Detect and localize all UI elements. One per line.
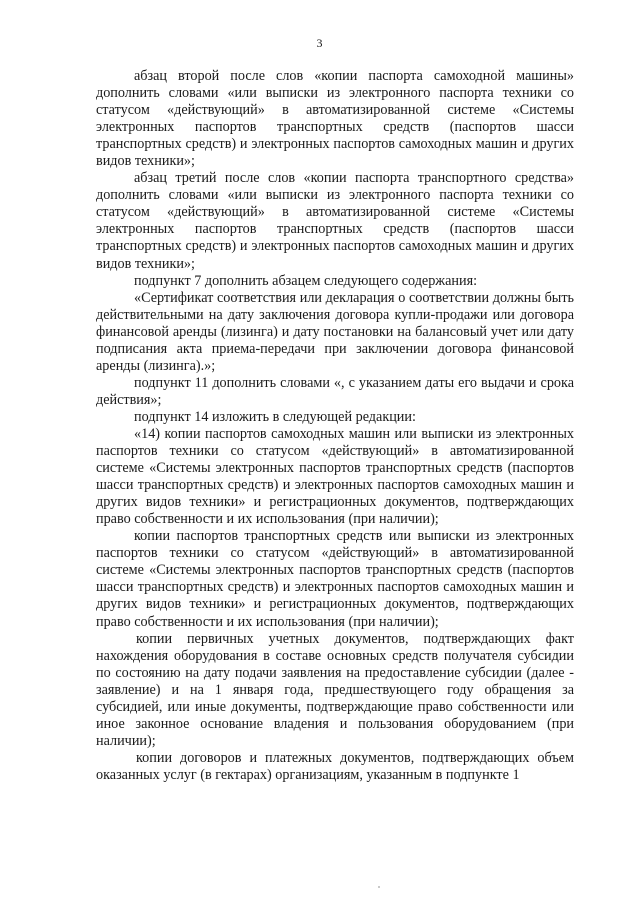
- paragraph-podpunkt-14: подпункт 14 изложить в следующей редакции:: [134, 408, 416, 425]
- scan-speck: [378, 886, 380, 888]
- paragraph-abzac-tretiy: абзац третий после слов «копии паспорта транспортного средства» дополнить словами «или выписки из электронного паспорта техники со статусом «действующий» в автоматизированной системе «Системы электронных паспортов транспортных средств (паспортов шасси транспортных средств) и электронных паспортов самоходных машин и других видов техники»;: [96, 170, 574, 272]
- paragraph-kopii-pts: копии паспортов транспортных средств или выписки из электронных паспортов техники со статусом «действующий» в автоматизированной системе «Системы электронных паспортов транспортных средств (паспортов шасси транспортных средств) и электронных паспортов самоходных машин и других видов техники» и регистрационных документов, подтверждающих право собственности и их использования (при наличии);: [96, 528, 574, 630]
- paragraph-podpunkt-11: подпункт 11 дополнить словами «, с указанием даты его выдачи и срока действия»;: [96, 374, 574, 408]
- paragraph-item-14: «14) копии паспортов самоходных машин или выписки из электронных паспортов техники со статусом «действующий» в автоматизированной системе «Системы электронных паспортов транспортных средств (паспортов шасси транспортных средств) и электронных паспортов самоходных машин и других видов техники» и регистрационных документов, подтверждающих право собственности и их использования (при наличии);: [96, 425, 574, 528]
- paragraph-sertifikat: «Сертификат соответствия или декларация о соответствии должны быть действительными на дату заключения договора купли-продажи или договора финансовой аренды (лизинга) и дату постановки на балансовый учет или дату подписания акта приема-передачи при заключении договора финансовой аренды (лизинга).»;: [96, 289, 574, 374]
- paragraph-kopii-pervichnyh: копии первичных учетных документов, подтверждающих факт нахождения оборудования в составе основных средств получателя субсидии по состоянию на дату подачи заявления на предоставление субсидии (далее - заявление) и на 1 января года, предшествующего году обращения за субсидией, или иные документы, подтверждающие право собственности или иное законное основание владения и пользования оборудованием (при наличии);: [96, 630, 574, 749]
- page-number: 3: [316, 36, 323, 50]
- paragraph-kopii-dogovorov: копии договоров и платежных документов, подтверждающих объем оказанных услуг (в гектарах) организациям, указанным в подпункте 1: [96, 749, 574, 783]
- document-body: [96, 68, 574, 784]
- paragraph-podpunkt-7: подпункт 7 дополнить абзацем следующего содержания:: [134, 272, 478, 289]
- paragraph-abzac-vtoroy: абзац второй после слов «копии паспорта самоходной машины» дополнить словами «или выписки из электронного паспорта техники со статусом «действующий» в автоматизированной системе «Системы электронных паспортов транспортных средств (паспортов шасси транспортных средств) и электронных паспортов самоходных машин и других видов техники»;: [96, 68, 574, 170]
